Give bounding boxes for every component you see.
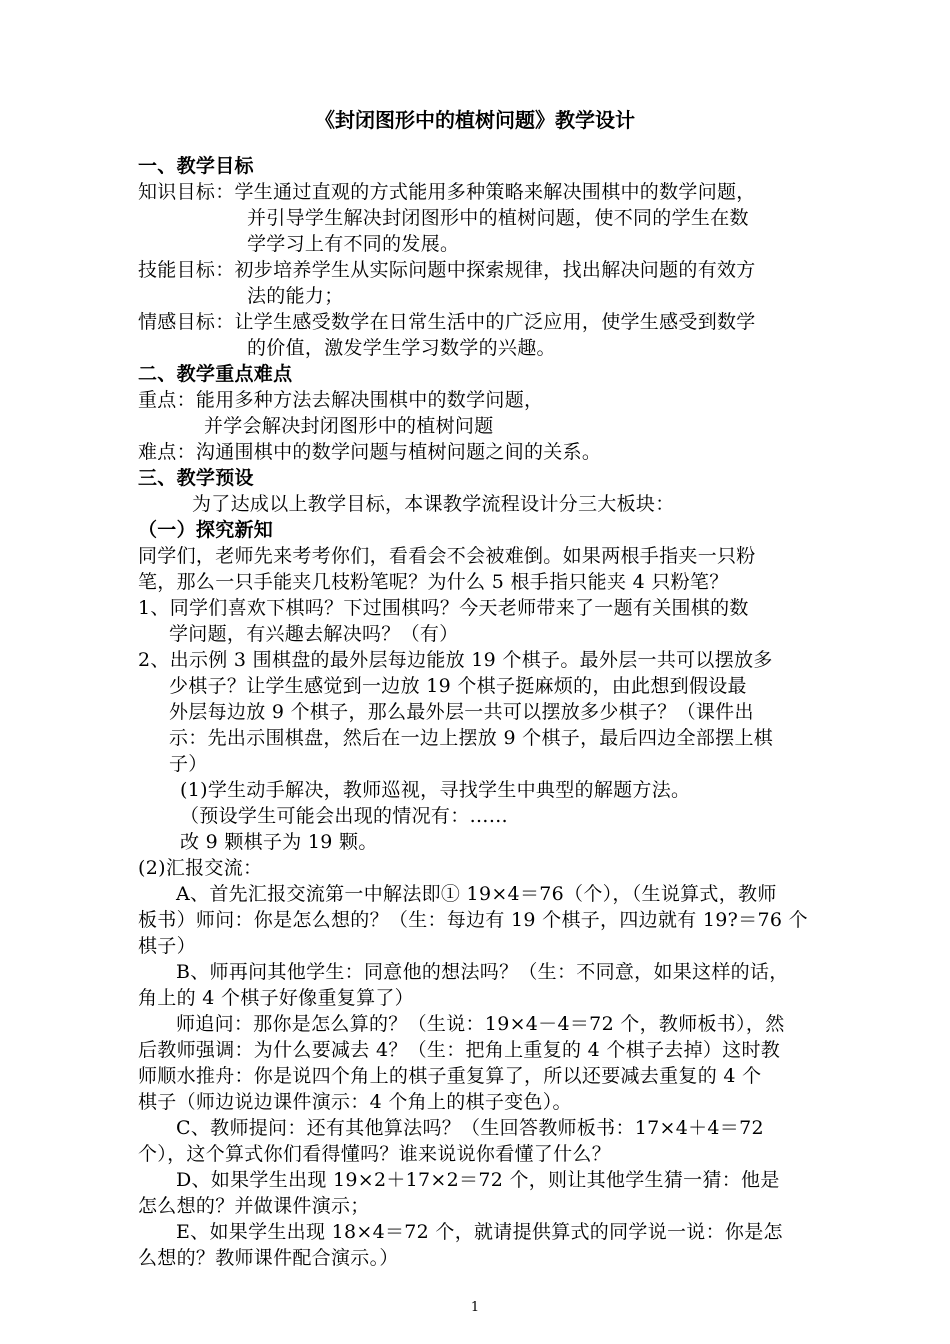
text-line: 少棋子？让学生感觉到一边放 19 个棋子挺麻烦的，由此想到假设最 <box>169 675 747 697</box>
text-line: 笔，那么一只手能夹几枝粉笔呢？为什么 5 根手指只能夹 4 只粉笔？ <box>138 571 729 593</box>
text-line: C、教师提问：还有其他算法吗？（生回答教师板书：17×4＋4＝72 <box>176 1117 764 1139</box>
text-line: （预设学生可能会出现的情况有：…… <box>180 805 509 827</box>
text-line: (1)学生动手解决，教师巡视，寻找学生中典型的解题方法。 <box>180 779 691 801</box>
text-line: 么想的？教师课件配合演示。） <box>138 1247 399 1269</box>
section-heading-objectives: 一、教学目标 <box>138 155 254 177</box>
page-number: 1 <box>470 1300 480 1315</box>
text-line: 怎么想的？并做课件演示； <box>138 1195 370 1217</box>
text-line: 并引导学生解决封闭图形中的植树问题，使不同的学生在数 <box>247 207 749 229</box>
text-line: E、如果学生出现 18×4＝72 个，就请提供算式的同学说一说：你是怎 <box>176 1221 783 1243</box>
text-line: 1、同学们喜欢下棋吗？下过围棋吗？今天老师带来了一题有关围棋的数 <box>138 597 749 619</box>
text-line: 师追问：那你是怎么算的？（生说：19×4－4＝72 个，教师板书），然 <box>176 1013 785 1035</box>
subsection-heading: （一）探究新知 <box>138 519 274 541</box>
text-line: 改 9 颗棋子为 19 颗。 <box>180 831 378 853</box>
text-line: 技能目标：初步培养学生从实际问题中探索规律，找出解决问题的有效方 <box>138 259 756 281</box>
text-line: 重点：能用多种方法去解决围棋中的数学问题， <box>138 389 544 411</box>
text-line: 同学们，老师先来考考你们，看看会不会被难倒。如果两根手指夹一只粉 <box>138 545 756 567</box>
text-line: 外层每边放 9 个棋子，那么最外层一共可以摆放多少棋子？（课件出 <box>169 701 754 723</box>
text-line: 师顺水推舟：你是说四个角上的棋子重复算了，所以还要减去重复的 4 个 <box>138 1065 762 1087</box>
document-title: 《封闭图形中的植树问题》教学设计 <box>315 108 635 132</box>
text-line: B、师再问其他学生：同意他的想法吗？（生：不同意，如果这样的话， <box>176 961 789 983</box>
text-line: (2)汇报交流： <box>138 857 263 879</box>
section-heading-keypoints: 二、教学重点难点 <box>138 363 293 385</box>
text-line: 知识目标：学生通过直观的方式能用多种策略来解决围棋中的数学问题， <box>138 181 756 203</box>
text-line: 子） <box>169 753 208 775</box>
text-line: 棋子） <box>138 935 196 957</box>
text-line: 学问题，有兴趣去解决吗？（有） <box>169 623 459 645</box>
text-line: 情感目标：让学生感受数学在日常生活中的广泛应用，使学生感受到数学 <box>138 311 756 333</box>
text-line: 难点：沟通围棋中的数学问题与植树问题之间的关系。 <box>138 441 602 463</box>
text-line: 棋子（师边说边课件演示：4 个角上的棋子变色）。 <box>138 1091 572 1113</box>
text-line: 并学会解决封闭图形中的植树问题 <box>204 415 494 437</box>
text-line: 个），这个算式你们看得懂吗？谁来说说你看懂了什么？ <box>138 1143 612 1165</box>
text-line: 为了达成以上教学目标，本课教学流程设计分三大板块： <box>192 493 675 515</box>
text-line: 角上的 4 个棋子好像重复算了） <box>138 987 414 1009</box>
section-heading-presets: 三、教学预设 <box>138 467 254 489</box>
text-line: 板书）师问：你是怎么想的？（生：每边有 19 个棋子，四边就有 19?＝76 个 <box>138 909 808 931</box>
text-line: 的价值，激发学生学习数学的兴趣。 <box>247 337 556 359</box>
text-line: 学学习上有不同的发展。 <box>247 233 460 255</box>
text-line: 示：先出示围棋盘，然后在一边上摆放 9 个棋子，最后四边全部摆上棋 <box>169 727 774 749</box>
text-line: 法的能力； <box>247 285 344 307</box>
text-line: A、首先汇报交流第一中解法即① 19×4＝76（个），（生说算式，教师 <box>176 883 777 905</box>
text-line: 后教师强调：为什么要减去 4？（生：把角上重复的 4 个棋子去掉）这时教 <box>138 1039 781 1061</box>
text-line: D、如果学生出现 19×2＋17×2＝72 个，则让其他学生猜一猜：他是 <box>176 1169 780 1191</box>
text-line: 2、出示例 3 围棋盘的最外层每边能放 19 个棋子。最外层一共可以摆放多 <box>138 649 773 671</box>
